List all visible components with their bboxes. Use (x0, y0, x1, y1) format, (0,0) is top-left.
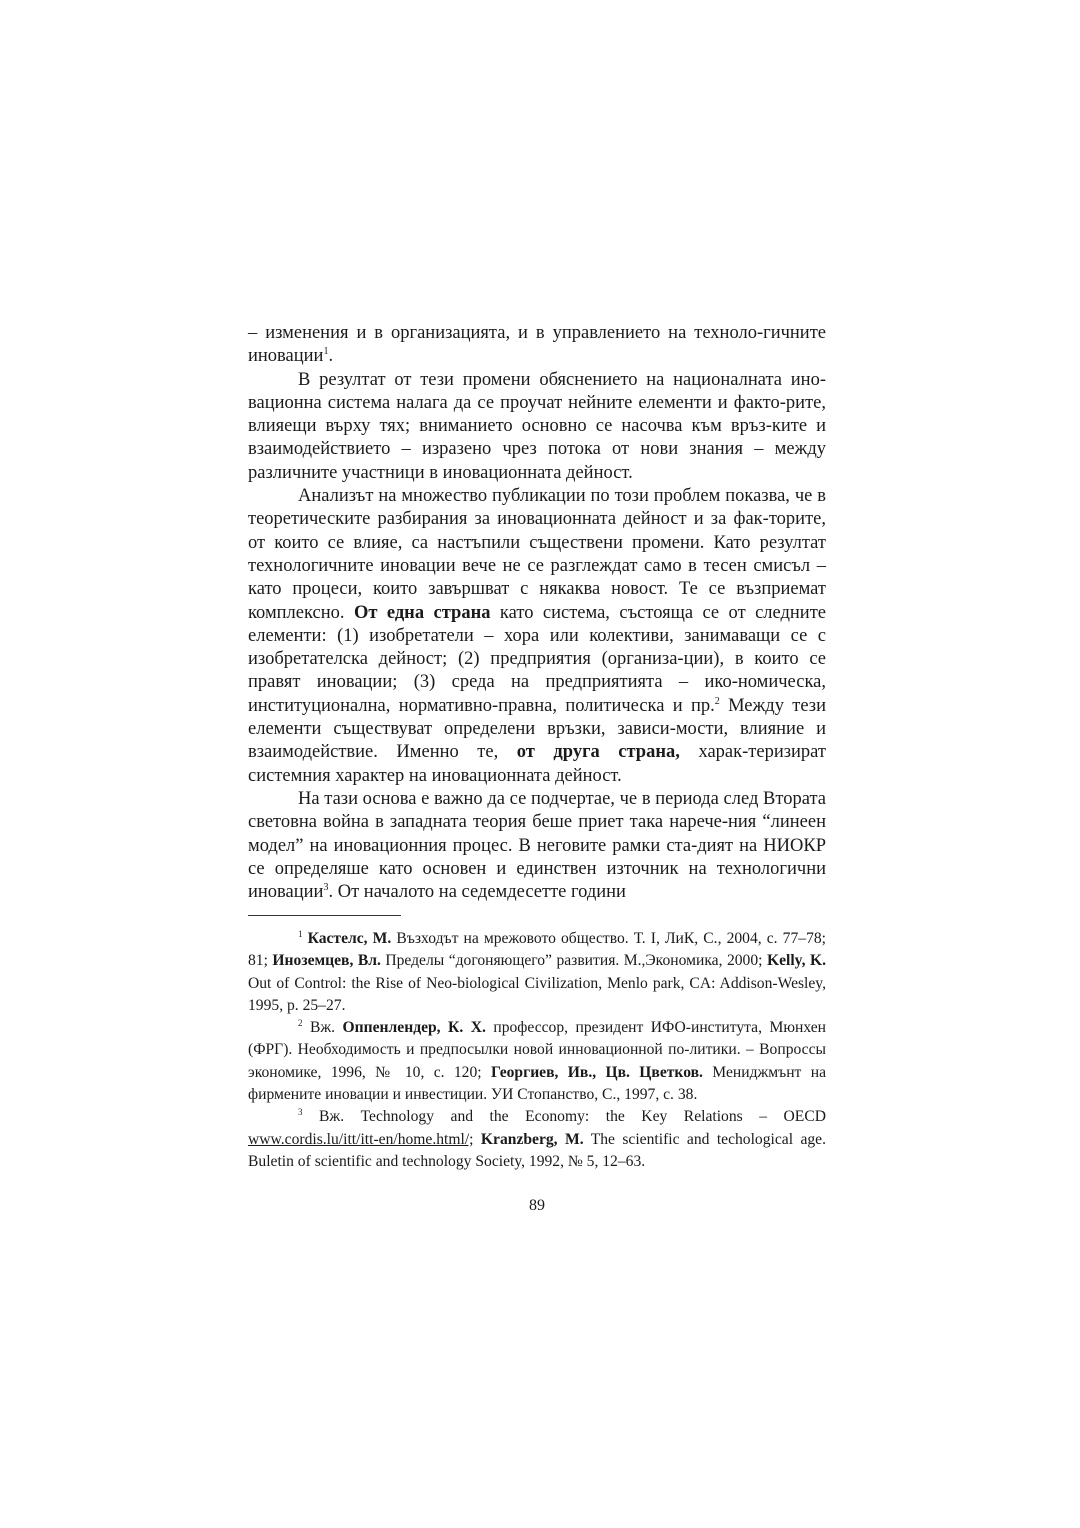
paragraph-2-text: В резултат от тези промени обяснението на националната ино-вационна система налага да се проучат нейните елементи и факто-рите, влияещи върху тях; вниманието основно се насочва към връз-ките и взаимодействието – изразено чрез потока от нови знания – между различните участници в иновационната дейност. (248, 369, 826, 483)
paragraph-3-bold-1: От една страна (353, 602, 491, 623)
footnote-2-text-a: Вж. (302, 1019, 343, 1037)
footnote-3-link[interactable]: www.cordis.lu/itt/itt-en/home.html/; (248, 1130, 474, 1148)
paragraph-4-text-b: . От началото на седемдесетте години (328, 882, 626, 903)
paragraph-3-bold-2: от друга страна, (516, 742, 680, 763)
footnote-1-text-c: Възходът на мрежовото общество. Т. I, ЛиК, С., 2004, с. 77–78; 81; (248, 930, 826, 970)
paragraph-1 (248, 322, 826, 369)
paragraph-3 (248, 485, 826, 788)
footnote-2-author-2: Георгиев, Ив., Цв. Цветков. (490, 1063, 703, 1081)
footnote-3-space (474, 1131, 481, 1148)
paragraph-1-text: – изменения и в организацията, и в управлението на техноло-гичните иновации (248, 323, 826, 367)
footnote-1-text-d: Пределы “догоняющего” развития. М.,Экономика, 2000; (380, 952, 767, 970)
paragraph-3-text-e: харак-теризират системния характер на иновационната дейност. (248, 742, 826, 786)
footnote-ref-1[interactable]: 1 (323, 346, 329, 358)
main-text (248, 322, 826, 904)
footnote-2-text-d: Мениджмънт на фирмените иновации и инвестиции. УИ Стопанство, С., 1997, с. 38. (248, 1063, 826, 1104)
footnote-3-text-d: The scientific and techological age. Buletin of scientific and technology Society, 1992, № 5, 12–63. (248, 1130, 826, 1170)
footnote-1-author-1: Кастелс, М. (307, 930, 392, 947)
paragraph-3-text-c: като система, състояща се от следните елементи: (1) изобретатели – хора или колективи, занимаващи се с изобретателска дейност; (2) предприятия (организа-ции), в които се правят иновации; (3) среда на предприятията – ико-номическа, институционална, нормативно-правна, политическа и пр. (248, 602, 827, 716)
footnote-separator (248, 915, 401, 916)
footnotes (248, 928, 826, 1173)
paragraph-1-end: . (328, 346, 334, 367)
footnote-1-author-2: Иноземцев, Вл. (272, 952, 381, 970)
paragraph-3-text-d: Между тези елементи съществуват определени връзки, зависи-мости, влияние и взаимодействие. Именно те, (248, 695, 826, 763)
footnote-3-text-a: Вж. Technology and the Economy: the Key Relations – OECD (302, 1108, 826, 1126)
footnote-1-text-e: Out of Control: the Rise of Neo-biological Civilization, Menlo park, CA: Addison-Wesley, 1995, p. 25–27. (248, 974, 826, 1014)
footnote-2 (248, 1017, 826, 1106)
footnote-1-author-3: Kelly, K. (766, 952, 826, 970)
footnote-3 (248, 1106, 826, 1173)
footnote-3-author-1: Kranzberg, M. (480, 1130, 584, 1148)
footnote-1 (248, 928, 826, 1017)
footnote-ref-3[interactable]: 3 (323, 881, 329, 893)
paragraph-2 (248, 369, 826, 485)
footnote-mark-1: 1 (298, 928, 303, 939)
paragraph-3-text-a: Анализът на множество публикации по този проблем показва, че в теоретическите разбирания за иновационната дейност и за фак-торите, от които се влияе, са настъпили съществени промени. Като резултат технологичните иновации вече не се разглеждат само в тесен смисъл – като процеси, които завършват с някаква новост. Те се възприемат комплексно. (248, 486, 826, 623)
paragraph-4-text-a: На тази основа е важно да се подчертае, че в периода след Втората световна война в западната теория беше приет така нарече-ния “линеен модел” на иновационния процес. В неговите рамки ста-дият на НИОКР се определяше като основен и единствен източник на технологични иновации (248, 788, 826, 903)
footnote-2-text-c: профессор, президент ИФО-института, Мюнхен (ФРГ). Необходимость и предпосылки новой инновационной по-литики. – Вопроссы экономике, 1996, № 10, с. 120; (248, 1019, 827, 1081)
footnote-mark-2: 2 (298, 1018, 303, 1028)
footnote-2-author-1: Оппенлендер, К. Х. (342, 1019, 486, 1037)
footnote-mark-3: 3 (298, 1107, 303, 1118)
paragraph-4 (248, 788, 826, 904)
footnote-ref-2[interactable]: 2 (714, 695, 720, 707)
page-number: 89 (529, 1197, 545, 1214)
